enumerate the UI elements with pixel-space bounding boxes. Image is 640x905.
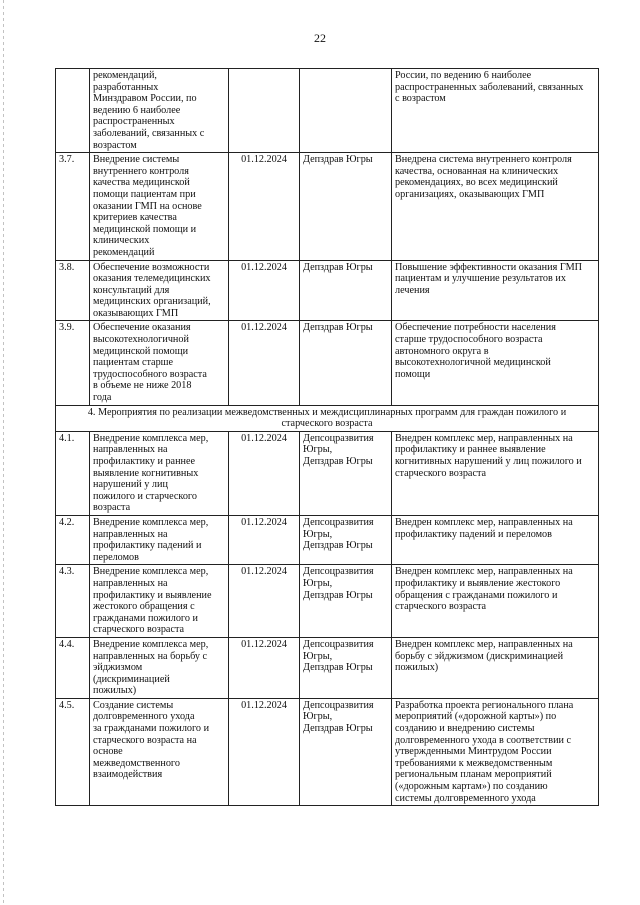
- item-number-cell: [56, 565, 90, 638]
- action-line: пожилого и старческого: [93, 490, 197, 502]
- responsible-cell: [300, 515, 392, 564]
- action-line: Обеспечение возможности: [93, 261, 210, 273]
- action-line: Внедрение комплекса мер,: [93, 566, 209, 578]
- table-row: [56, 431, 599, 515]
- action-line: пациентам старше: [93, 357, 174, 369]
- action-line: медицинской помощи: [93, 345, 189, 357]
- deadline-cell: [229, 515, 300, 564]
- result-line: Внедрен комплекс мер, направленных на: [395, 638, 573, 650]
- result-line: распространенных заболеваний, связанных: [395, 81, 584, 93]
- action-line: внутреннего контроля: [93, 165, 189, 177]
- responsible-line: Депздрав Югры: [303, 456, 373, 467]
- item-number-cell: [56, 431, 90, 515]
- table-row: [56, 260, 599, 321]
- result-line: Обеспечение потребности населения: [395, 322, 556, 334]
- result-cell: [392, 153, 599, 260]
- responsible-cell: [300, 260, 392, 321]
- item-number-cell: [56, 321, 90, 405]
- deadline-cell: [229, 153, 300, 260]
- action-cell: [90, 565, 229, 638]
- action-line: распространенных: [93, 116, 175, 128]
- action-line: оказании ГМП на основе: [93, 200, 202, 212]
- action-line: Создание системы: [93, 699, 174, 711]
- action-cell: [90, 698, 229, 805]
- result-cell: [392, 69, 599, 153]
- deadline: 01.12.2024: [241, 638, 287, 650]
- action-line: переломов: [93, 551, 139, 563]
- result-cell: [392, 260, 599, 321]
- result-line: борьбу с эйджизмом (дискриминацией: [395, 650, 564, 662]
- item-number-cell: [56, 69, 90, 153]
- page-edge-artifact: [3, 0, 4, 905]
- result-line: старше трудоспособного возраста: [395, 334, 543, 346]
- action-line: направленных на: [93, 577, 168, 589]
- item-number-cell: [56, 515, 90, 564]
- action-line: консультаций для: [93, 284, 170, 296]
- table-row: [56, 637, 599, 698]
- deadline: 01.12.2024: [241, 261, 287, 273]
- responsible-line: Депсоцразвития: [303, 432, 374, 444]
- action-line: качества медицинской: [93, 177, 190, 189]
- table-row: [56, 321, 599, 405]
- action-line: помощи пациентам при: [93, 188, 196, 200]
- responsible-cell: [300, 431, 392, 515]
- action-line: Внедрение комплекса мер,: [93, 638, 209, 650]
- page-number: 22: [314, 31, 326, 45]
- action-line: эйджизмом: [93, 662, 143, 674]
- result-line: пожилых): [395, 662, 439, 674]
- result-line: Повышение эффективности оказания ГМП: [395, 261, 582, 273]
- action-line: заболеваний, связанных с: [93, 127, 205, 139]
- action-line: Внедрение комплекса мер,: [93, 516, 209, 528]
- responsible-line: Югры,: [303, 650, 333, 662]
- responsible-cell: [300, 698, 392, 805]
- table-row: [56, 515, 599, 564]
- deadline: 01.12.2024: [241, 699, 287, 711]
- result-line: Внедрена система внутреннего контроля: [395, 154, 572, 166]
- action-line: оказания телемедицинских: [93, 273, 211, 285]
- action-line: возраста: [93, 502, 131, 514]
- action-line: основе: [93, 746, 123, 758]
- deadline-cell: [229, 260, 300, 321]
- responsible-line: Югры,: [303, 577, 333, 589]
- action-plan-table: [55, 68, 599, 806]
- table-row: [56, 69, 599, 153]
- action-line: долговременного ухода: [93, 711, 195, 723]
- action-line: взаимодействия: [93, 769, 163, 781]
- item-number: 4.5.: [59, 699, 75, 711]
- result-line: созданию и внедрению системы: [395, 723, 535, 735]
- deadline-cell: [229, 431, 300, 515]
- responsible-line: Депздрав Югры: [303, 261, 373, 273]
- result-line: России, по ведению 6 наиболее: [395, 70, 532, 81]
- result-cell: [392, 565, 599, 638]
- action-line: высокотехнологичной: [93, 334, 189, 346]
- deadline-cell: [229, 321, 300, 405]
- action-line: критериев качества: [93, 212, 177, 224]
- item-number: 4.2.: [59, 516, 75, 528]
- table-row: [56, 565, 599, 638]
- section-title: [56, 405, 599, 431]
- item-number: 3.9.: [59, 322, 75, 334]
- result-line: утвержденными Минтрудом России: [395, 746, 552, 758]
- action-line: профилактику и раннее: [93, 456, 196, 467]
- item-number: 3.8.: [59, 261, 75, 273]
- item-number: 4.1.: [59, 432, 75, 444]
- responsible-line: Депздрав Югры: [303, 589, 373, 601]
- result-cell: [392, 637, 599, 698]
- result-line: рекомендациях, во всех медицинский: [395, 177, 558, 189]
- responsible-line: Депздрав Югры: [303, 723, 373, 735]
- result-line: пациентам и улучшение результатов их: [395, 273, 566, 285]
- deadline-cell: [229, 565, 300, 638]
- responsible-line: Депсоцразвития: [303, 699, 374, 711]
- action-cell: [90, 321, 229, 405]
- result-line: Внедрен комплекс мер, направленных на: [395, 516, 573, 528]
- result-cell: [392, 321, 599, 405]
- action-line: Внедрение системы: [93, 154, 180, 166]
- item-number: 4.3.: [59, 566, 75, 578]
- action-line: жестокого обращения с: [93, 601, 195, 613]
- deadline: 01.12.2024: [241, 566, 287, 578]
- action-line: профилактику и выявление: [93, 589, 212, 601]
- action-line: направленных на борьбу с: [93, 650, 208, 662]
- deadline: 01.12.2024: [241, 432, 287, 444]
- action-line: межведомственного: [93, 757, 180, 769]
- action-cell: [90, 637, 229, 698]
- action-cell: [90, 260, 229, 321]
- result-line: региональным планам мероприятий: [395, 769, 552, 781]
- action-cell: [90, 515, 229, 564]
- deadline-cell: [229, 637, 300, 698]
- responsible-line: Югры,: [303, 528, 333, 540]
- result-line: профилактику и выявление жестокого: [395, 577, 561, 589]
- action-cell: [90, 431, 229, 515]
- action-line: направленных на: [93, 444, 168, 456]
- item-number-cell: [56, 153, 90, 260]
- result-cell: [392, 515, 599, 564]
- item-number-cell: [56, 637, 90, 698]
- responsible-line: Депздрав Югры: [303, 662, 373, 674]
- action-line: нарушений у лиц: [93, 479, 168, 491]
- deadline-cell: [229, 69, 300, 153]
- section-title-line: старческого возраста: [281, 418, 373, 430]
- result-line: долговременного ухода в соответствии с: [395, 734, 572, 746]
- action-line: профилактику падений и: [93, 540, 202, 552]
- action-line: медицинских организаций,: [93, 296, 211, 308]
- action-line: клинических: [93, 235, 150, 247]
- responsible-cell: [300, 637, 392, 698]
- action-line: (дискриминацией: [93, 673, 170, 685]
- result-line: («дорожным картам») по созданию: [395, 781, 548, 793]
- item-number: 3.7.: [59, 154, 75, 166]
- section-title-line: 4. Мероприятия по реализации межведомственных и междисциплинарных программ для граждан пожилого и: [87, 406, 567, 418]
- action-line: старческого возраста на: [93, 734, 197, 746]
- result-line: мероприятий («дорожной карты») по: [395, 711, 557, 723]
- responsible-line: Депздрав Югры: [303, 154, 373, 166]
- result-line: организациях, оказывающих ГМП: [395, 188, 545, 200]
- result-line: Внедрен комплекс мер, направленных на: [395, 566, 573, 578]
- responsible-cell: [300, 69, 392, 153]
- action-cell: [90, 153, 229, 260]
- responsible-cell: [300, 321, 392, 405]
- action-cell: [90, 69, 229, 153]
- responsible-line: Депздрав Югры: [303, 540, 373, 552]
- result-line: Разработка проекта регионального плана: [395, 699, 574, 711]
- result-line: обращения с гражданами пожилого и: [395, 589, 558, 601]
- result-line: требованиями к межведомственным: [395, 757, 553, 769]
- result-line: лечения: [395, 284, 430, 296]
- deadline: 01.12.2024: [241, 516, 287, 528]
- result-cell: [392, 431, 599, 515]
- deadline: 01.12.2024: [241, 154, 287, 166]
- result-line: старческого возраста: [395, 467, 487, 479]
- table-row: [56, 698, 599, 805]
- action-line: трудоспособного возраста: [93, 368, 207, 380]
- responsible-line: Депсоцразвития: [303, 516, 374, 528]
- result-line: старческого возраста: [395, 601, 487, 613]
- result-line: высокотехнологичной медицинской: [395, 357, 551, 369]
- action-line: Внедрение комплекса мер,: [93, 432, 209, 444]
- item-number: 4.4.: [59, 638, 75, 650]
- result-line: когнитивных нарушений у лиц пожилого и: [395, 456, 582, 467]
- item-number-cell: [56, 698, 90, 805]
- deadline: 01.12.2024: [241, 322, 287, 334]
- table-row: [56, 153, 599, 260]
- section-header-row: [56, 405, 599, 431]
- responsible-line: Югры,: [303, 444, 333, 456]
- action-line: рекомендаций,: [93, 70, 157, 81]
- result-line: с возрастом: [395, 93, 446, 105]
- action-line: оказывающих ГМП: [93, 307, 179, 319]
- result-line: помощи: [395, 368, 431, 380]
- action-line: за гражданами пожилого и: [93, 723, 210, 735]
- action-line: в объеме не ниже 2018: [93, 380, 192, 392]
- action-line: Минздравом России, по: [93, 93, 197, 105]
- responsible-line: Депсоцразвития: [303, 638, 374, 650]
- action-line: старческого возраста: [93, 624, 185, 636]
- responsible-line: Югры,: [303, 711, 333, 723]
- action-line: Обеспечение оказания: [93, 322, 191, 334]
- result-line: автономного округа в: [395, 345, 489, 357]
- responsible-line: Депсоцразвития: [303, 566, 374, 578]
- action-line: разработанных: [93, 81, 159, 93]
- item-number-cell: [56, 260, 90, 321]
- action-line: выявление когнитивных: [93, 467, 199, 479]
- action-line: возрастом: [93, 139, 137, 151]
- result-line: профилактику и раннее выявление: [395, 444, 546, 456]
- responsible-cell: [300, 565, 392, 638]
- result-line: профилактику падений и переломов: [395, 528, 552, 540]
- action-line: пожилых): [93, 685, 137, 697]
- result-cell: [392, 698, 599, 805]
- deadline-cell: [229, 698, 300, 805]
- action-line: рекомендаций: [93, 246, 155, 258]
- result-line: Внедрен комплекс мер, направленных на: [395, 432, 573, 444]
- action-line: ведению 6 наиболее: [93, 104, 181, 116]
- action-line: года: [93, 392, 112, 404]
- result-line: системы долговременного ухода: [395, 792, 536, 804]
- action-line: гражданами пожилого и: [93, 612, 198, 624]
- action-line: направленных на: [93, 528, 168, 540]
- result-line: качества, основанная на клинических: [395, 165, 559, 177]
- responsible-line: Депздрав Югры: [303, 322, 373, 334]
- action-line: медицинской помощи и: [93, 223, 197, 235]
- responsible-cell: [300, 153, 392, 260]
